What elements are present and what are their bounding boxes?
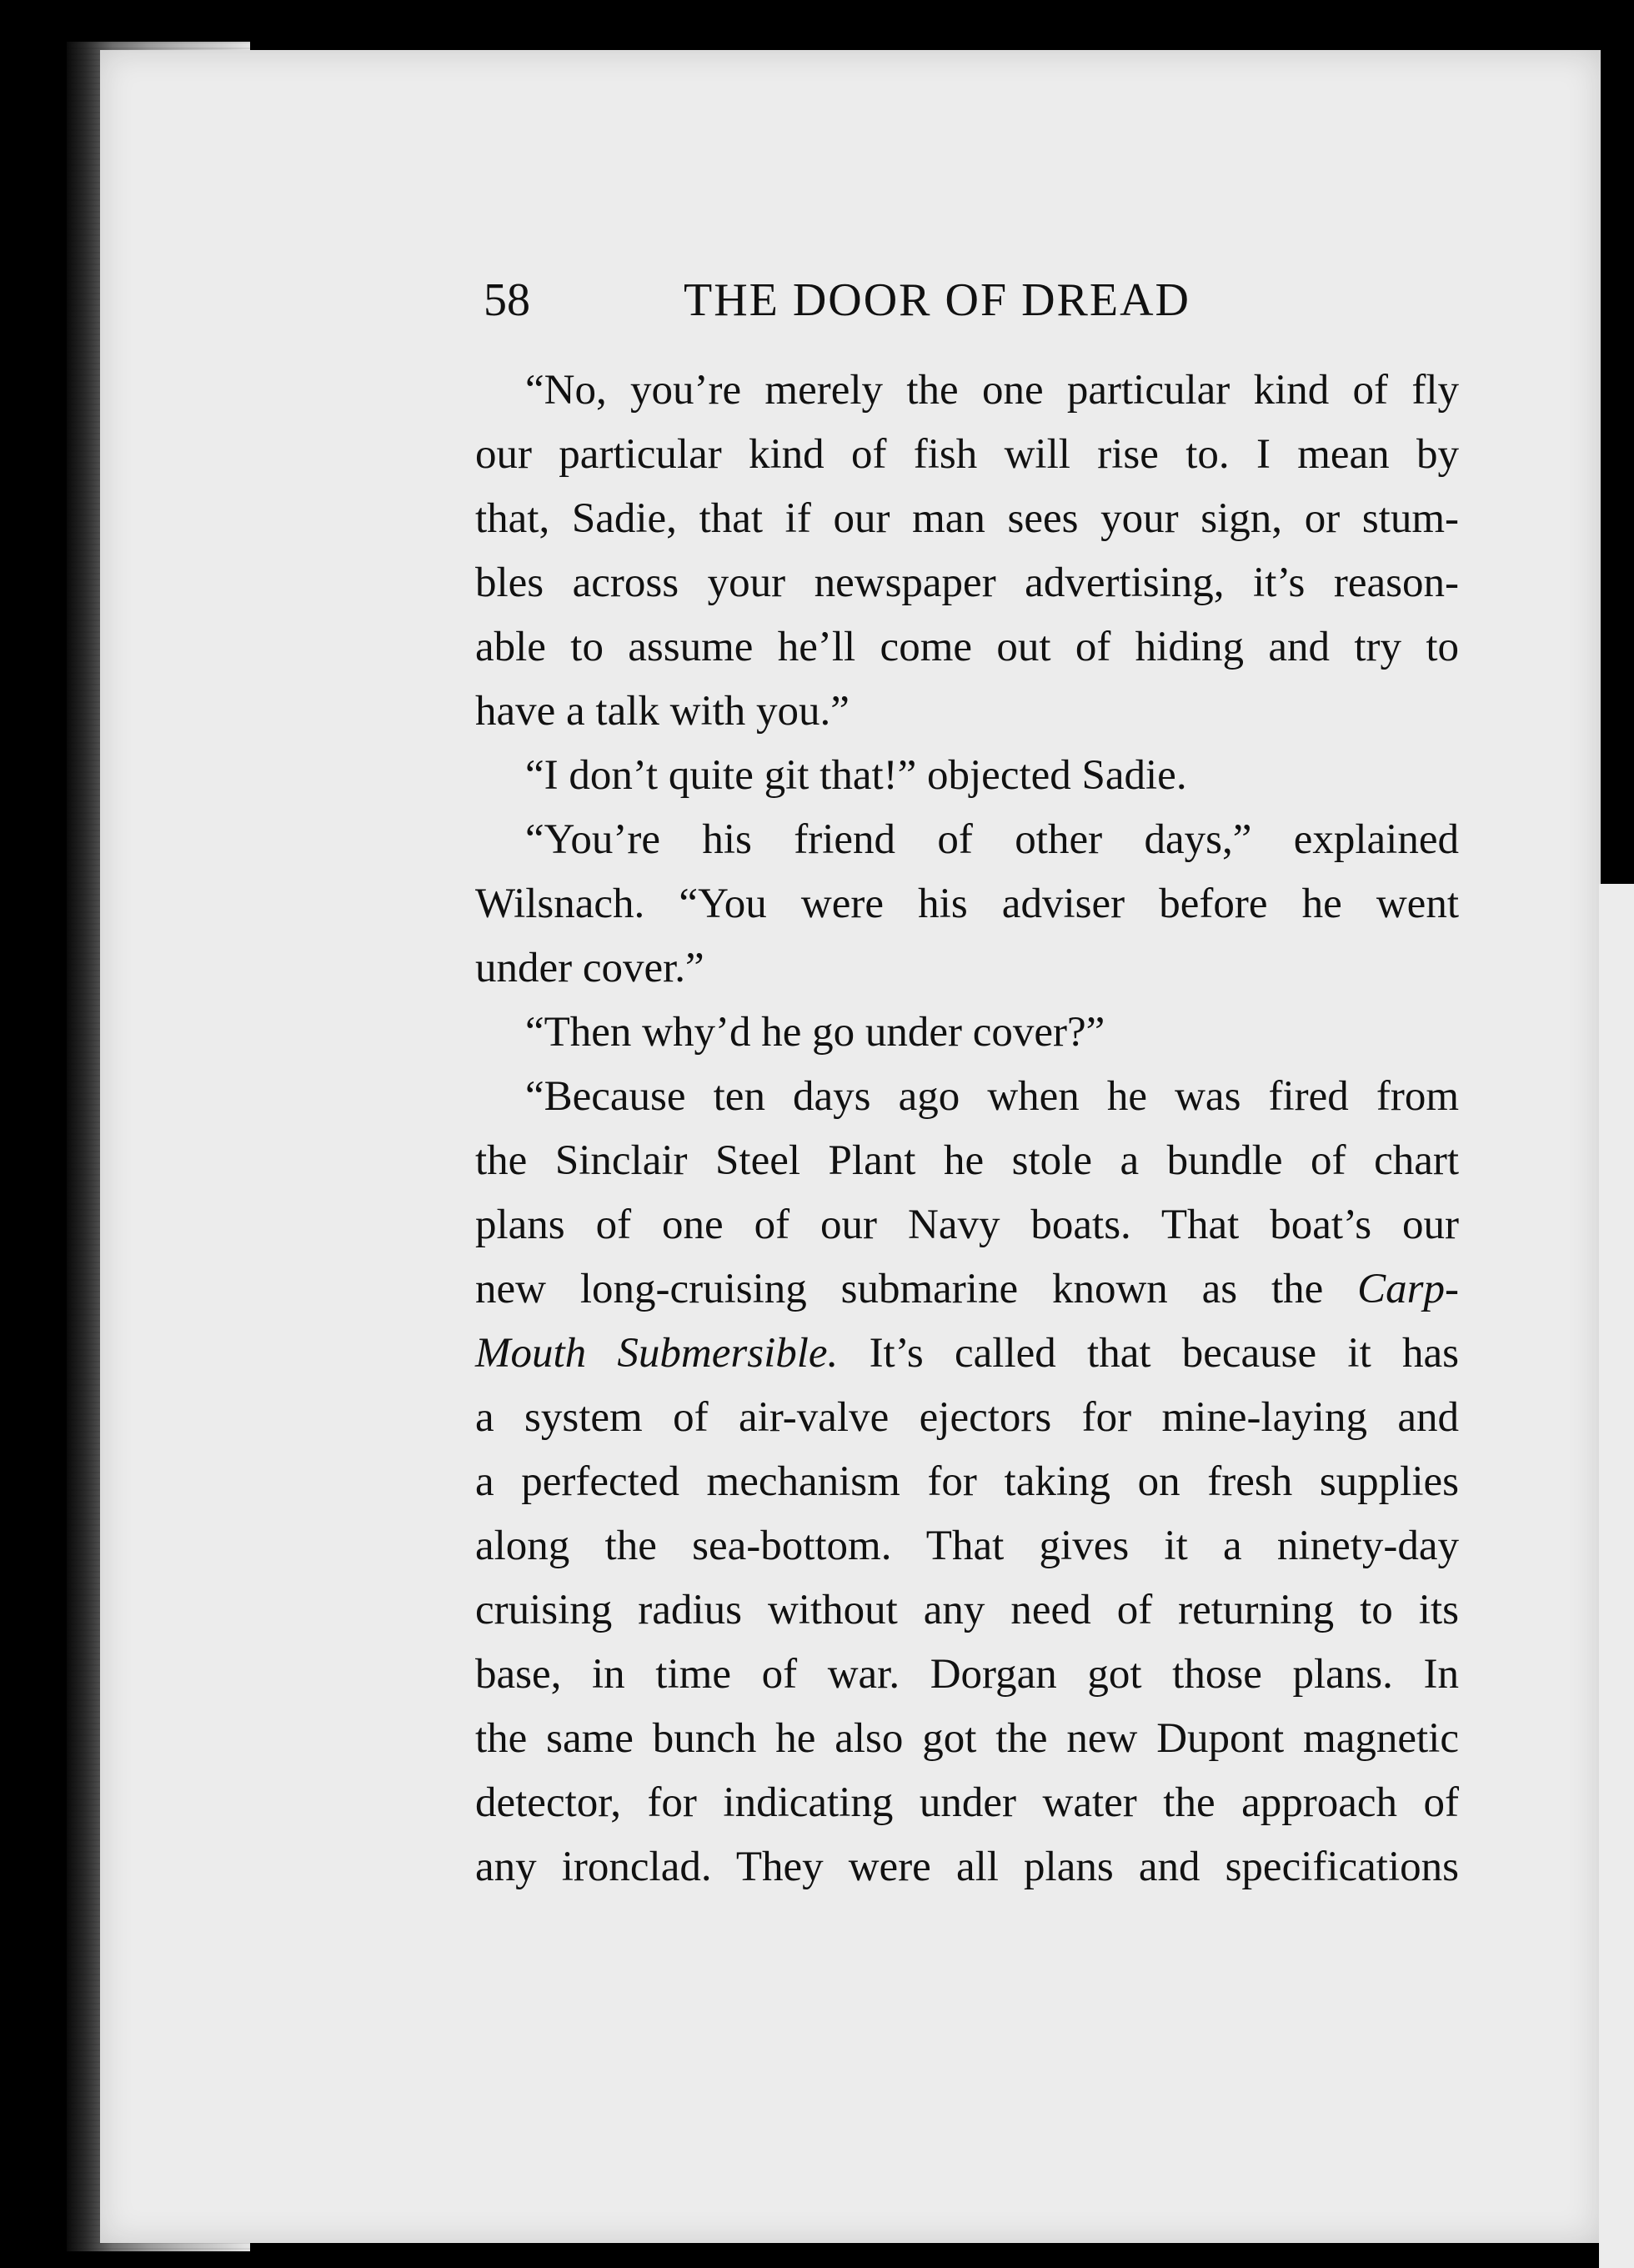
text-line: along the sea-bottom. That gives it a ninety-day [475, 1523, 1459, 1569]
text-line: able to assume he’ll come out of hiding and try to [475, 624, 1459, 670]
text-line: “I don’t quite git that!” objected Sadie. [525, 752, 1187, 799]
text-line: base, in time of war. Dorgan got those plans. In [475, 1651, 1459, 1698]
text-line: Wilsnach. “You were his adviser before he went [475, 881, 1459, 927]
text-line: bles across your newspaper advertising, it’s reason- [475, 559, 1459, 606]
text-line: “Because ten days ago when he was fired from [525, 1073, 1459, 1120]
page-number: 58 [484, 274, 530, 326]
text-line: Mouth Submersible. It’s called that because it has [475, 1330, 1459, 1377]
text-line: plans of one of our Navy boats. That boat’s our [475, 1202, 1459, 1248]
text-line: that, Sadie, that if our man sees your sign, or stum- [475, 495, 1459, 542]
text-line: have a talk with you.” [475, 688, 850, 735]
text-line: “No, you’re merely the one particular kind of fly [525, 367, 1459, 414]
text-line: a system of air-valve ejectors for mine-laying and [475, 1394, 1459, 1441]
text-line: our particular kind of fish will rise to. I mean by [475, 431, 1459, 478]
text-line: “Then why’d he go under cover?” [525, 1009, 1105, 1056]
running-head-title: THE DOOR OF DREAD [684, 274, 1190, 326]
text-line: new long-cruising submarine known as the Carp- [475, 1266, 1459, 1312]
text-line: under cover.” [475, 945, 704, 991]
text-line: “You’re his friend of other days,” explained [525, 816, 1459, 863]
text-line: the Sinclair Steel Plant he stole a bundle of chart [475, 1137, 1459, 1184]
text-line: cruising radius without any need of returning to its [475, 1587, 1459, 1633]
adjacent-page-edge [1599, 884, 1634, 2268]
text-line: any ironclad. They were all plans and specifications [475, 1844, 1459, 1890]
body-text [475, 359, 1459, 1899]
text-line: a perfected mechanism for taking on fresh supplies [475, 1458, 1459, 1505]
text-line: the same bunch he also got the new Dupont magnetic [475, 1715, 1459, 1762]
text-line: detector, for indicating under water the approach of [475, 1779, 1459, 1826]
